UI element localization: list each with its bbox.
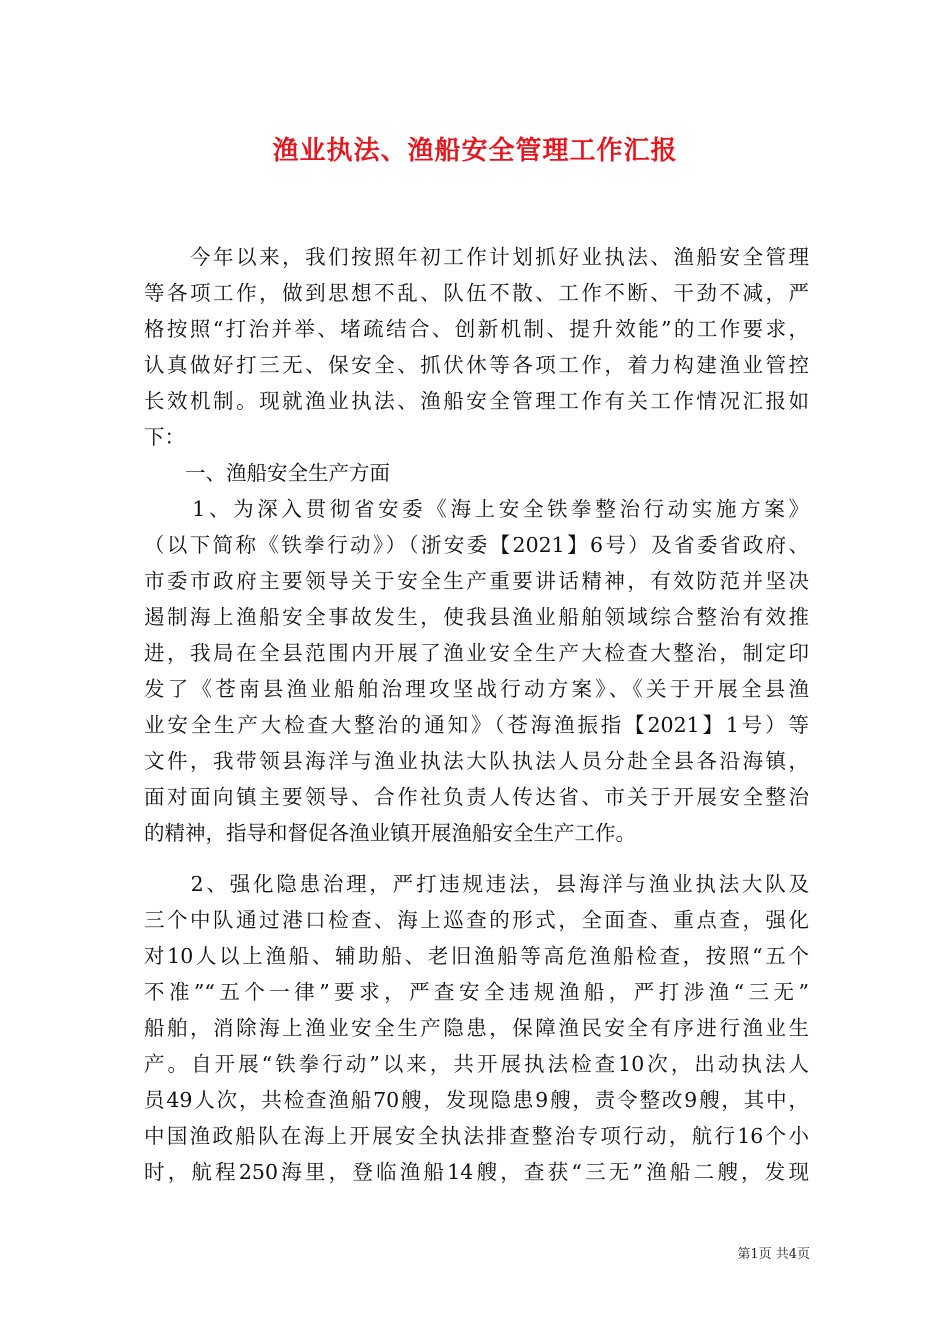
paragraph-line: 一、渔船安全生产方面	[144, 461, 390, 485]
paragraph-line: 认真做好打三无、保安全、抓伏休等各项工作，着力构建渔业管控	[144, 353, 809, 377]
paragraph-line: 1、为深入贯彻省安委《海上安全铁拳整治行动实施方案》	[144, 497, 809, 521]
paragraph-line: 业安全生产大检查大整治的通知》（苍海渔振指【2021】1号）等	[144, 713, 809, 737]
paragraph-line: 船舶，消除海上渔业安全生产隐患，保障渔民安全有序进行渔业生	[144, 1016, 809, 1040]
paragraph-line: 面对面向镇主要领导、合作社负责人传达省、市关于开展安全整治	[144, 785, 809, 809]
page-number: 第1页 共4页	[737, 1247, 810, 1262]
paragraph-line: 2、强化隐患治理，严打违规违法，县海洋与渔业执法大队及	[144, 872, 809, 896]
paragraph-line: 三个中队通过港口检查、海上巡查的形式，全面查、重点查，强化	[144, 908, 809, 932]
paragraph-line: 产。自开展“铁拳行动”以来，共开展执法检查10次，出动执法人	[144, 1052, 809, 1076]
paragraph-line: 的精神，指导和督促各渔业镇开展渔船安全生产工作。	[144, 821, 636, 845]
paragraph-line: 对10人以上渔船、辅助船、老旧渔船等高危渔船检查，按照“五个	[144, 944, 809, 968]
paragraph-line: 不准”“五个一律”要求，严查安全违规渔船，严打涉渔“三无”	[144, 980, 809, 1004]
paragraph-line: 文件，我带领县海洋与渔业执法大队执法人员分赴全县各沿海镇，	[144, 749, 809, 773]
paragraph-line: 进，我局在全县范围内开展了渔业安全生产大检查大整治，制定印	[144, 641, 809, 665]
paragraph-line: （以下简称《铁拳行动》）（浙安委【2021】6号）及省委省政府、	[144, 533, 809, 557]
paragraph-line: 遏制海上渔船安全事故发生，使我县渔业船舶领域综合整治有效推	[144, 605, 809, 629]
paragraph-line: 等各项工作，做到思想不乱、队伍不散、工作不断、干劲不减，严	[144, 281, 809, 305]
document-title: 渔业执法、渔船安全管理工作汇报	[272, 136, 678, 166]
paragraph-line: 长效机制。现就渔业执法、渔船安全管理工作有关工作情况汇报如	[144, 389, 809, 413]
paragraph-line: 市委市政府主要领导关于安全生产重要讲话精神，有效防范并坚决	[144, 569, 809, 593]
paragraph-line: 员49人次，共检查渔船70艘，发现隐患9艘，责令整改9艘，其中，	[144, 1088, 809, 1112]
paragraph-line: 中国渔政船队在海上开展安全执法排查整治专项行动，航行16个小	[144, 1124, 809, 1148]
paragraph-line: 今年以来，我们按照年初工作计划抓好业执法、渔船安全管理	[144, 245, 809, 269]
paragraph-line: 发了《苍南县渔业船舶治理攻坚战行动方案》、《关于开展全县渔	[144, 677, 809, 701]
paragraph-line: 下：	[144, 425, 185, 449]
paragraph-line: 时，航程250海里，登临渔船14艘，查获“三无”渔船二艘，发现	[144, 1160, 809, 1184]
paragraph-line: 格按照“打治并举、堵疏结合、创新机制、提升效能”的工作要求，	[144, 317, 809, 341]
